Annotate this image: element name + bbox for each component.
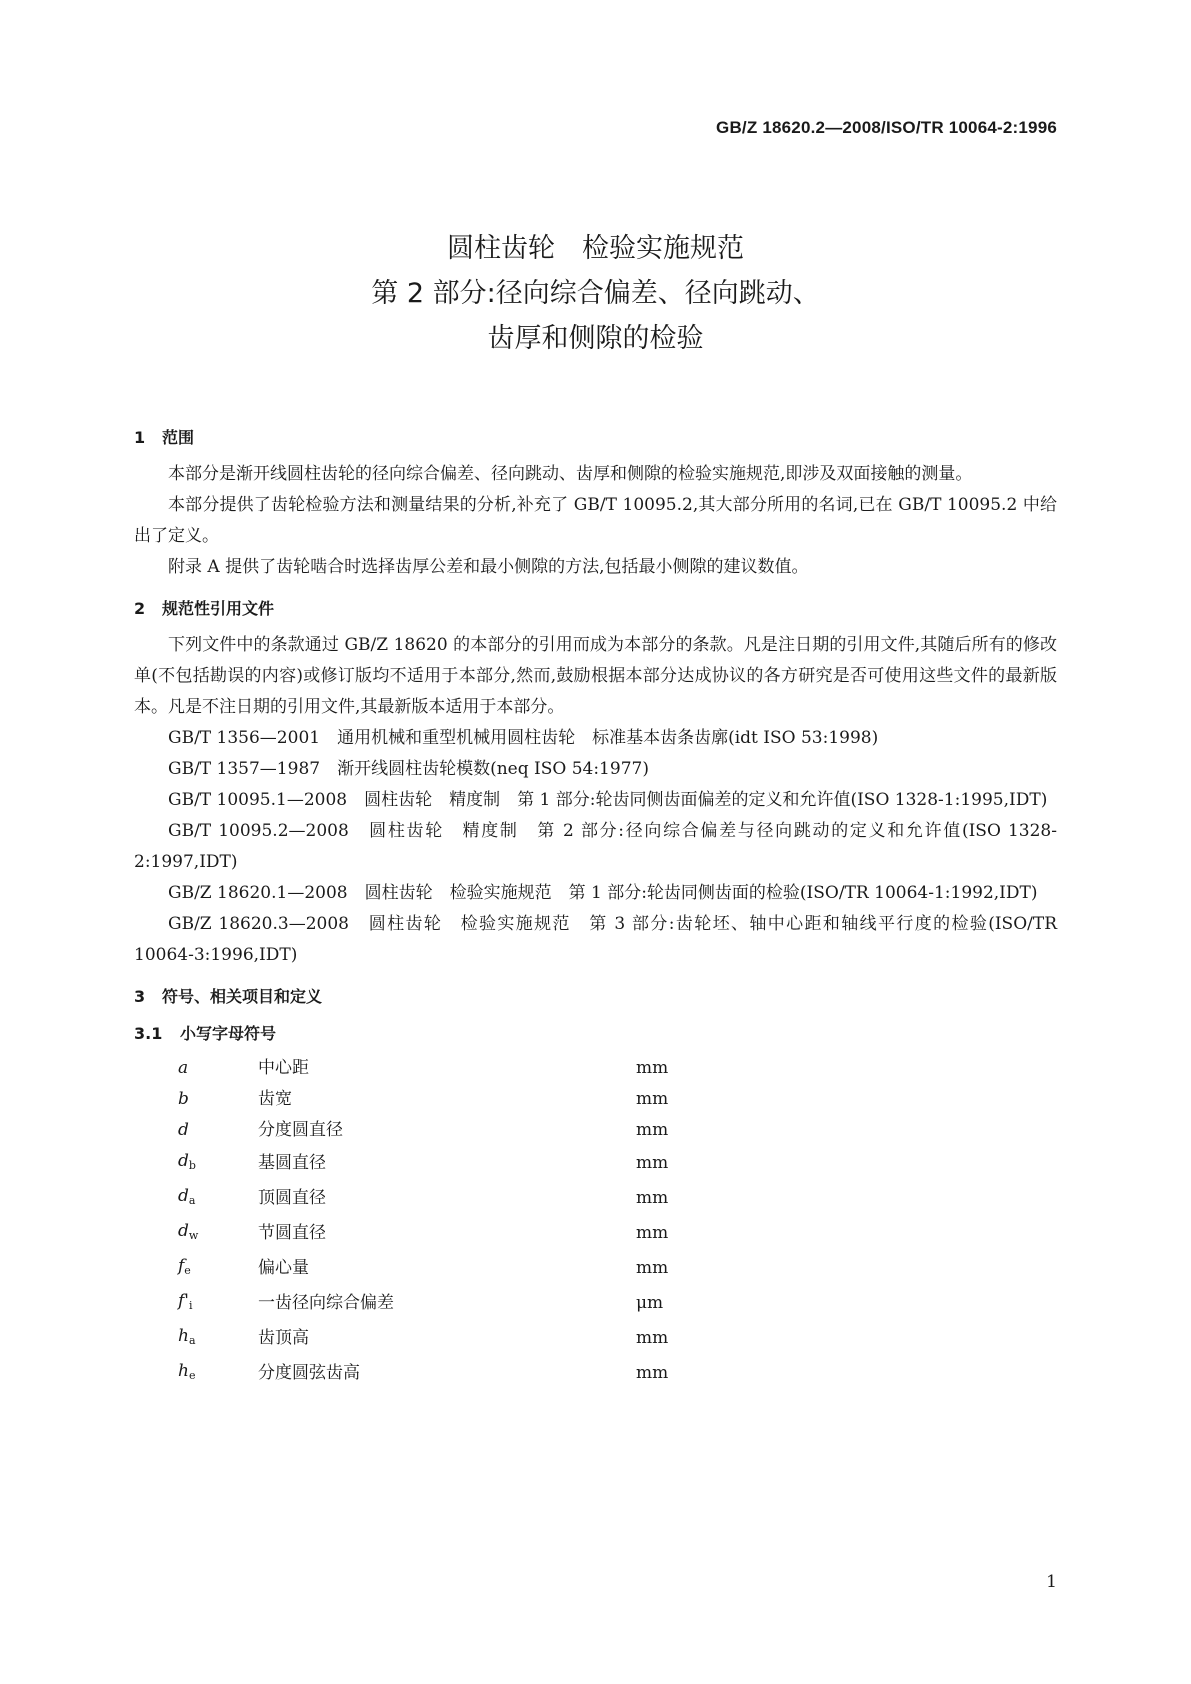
paragraph: 本部分是渐开线圆柱齿轮的径向综合偏差、径向跳动、齿厚和侧隙的检验实施规范,即涉及双面接触的测量。 bbox=[168, 464, 973, 484]
symbol-base: h bbox=[178, 1326, 189, 1346]
symbol bbox=[134, 1286, 258, 1321]
document-title bbox=[0, 226, 1191, 361]
symbol bbox=[134, 1181, 258, 1216]
symbol-unit: mm bbox=[636, 1153, 669, 1173]
subsection-title: 小写字母符号 bbox=[180, 1024, 277, 1043]
paragraph: 本部分提供了齿轮检验方法和测量结果的分析,补充了 GB/T 10095.2,其大部分所用的名词,已在 GB/T 10095.2 中给出了定义。 bbox=[134, 495, 1057, 546]
subsection-number: 3.1 bbox=[134, 1024, 163, 1043]
section-symbols bbox=[134, 981, 1057, 1391]
title-line-3: 齿厚和侧隙的检验 bbox=[487, 323, 704, 354]
reference-list bbox=[134, 723, 1057, 971]
symbol-description: 节圆直径 bbox=[258, 1223, 326, 1243]
symbol-subscript: e bbox=[184, 1264, 191, 1277]
symbol-subscript: i bbox=[188, 1299, 193, 1312]
reference-item: GB/T 1356—2001 通用机械和重型机械用圆柱齿轮 标准基本齿条齿廓(idt ISO 53:1998) bbox=[168, 728, 879, 748]
symbol-row bbox=[134, 1321, 756, 1356]
symbols-table bbox=[134, 1053, 756, 1391]
symbol-subscript: a bbox=[188, 1334, 196, 1347]
symbol-base: f bbox=[178, 1256, 185, 1276]
symbol-description: 一齿径向综合偏差 bbox=[258, 1293, 394, 1313]
reference-item: GB/T 10095.1—2008 圆柱齿轮 精度制 第 1 部分:轮齿同侧齿面偏差的定义和允许值(ISO 1328-1:1995,IDT) bbox=[168, 790, 1048, 810]
symbol-subscript: a bbox=[188, 1194, 196, 1207]
symbol-unit: mm bbox=[636, 1188, 669, 1208]
section-heading bbox=[134, 593, 1057, 624]
paragraph: 附录 A 提供了齿轮啮合时选择齿厚公差和最小侧隙的方法,包括最小侧隙的建议数值。 bbox=[168, 557, 809, 577]
symbol-subscript: w bbox=[188, 1229, 199, 1242]
symbol-row bbox=[134, 1084, 756, 1115]
section-heading bbox=[134, 981, 1057, 1012]
symbol-description: 基圆直径 bbox=[258, 1153, 326, 1173]
symbol-row bbox=[134, 1356, 756, 1391]
symbol bbox=[134, 1053, 258, 1084]
symbol-unit: mm bbox=[636, 1120, 669, 1140]
section-scope bbox=[134, 422, 1057, 583]
title-line-2: 第 2 部分:径向综合偏差、径向跳动、 bbox=[371, 278, 820, 309]
symbol-unit: mm bbox=[636, 1363, 669, 1383]
symbol bbox=[134, 1251, 258, 1286]
symbol-base: a bbox=[178, 1058, 189, 1078]
symbol-description: 偏心量 bbox=[258, 1258, 309, 1278]
section-number: 2 bbox=[134, 599, 146, 618]
section-title: 规范性引用文件 bbox=[162, 599, 275, 618]
symbol-base: d bbox=[178, 1151, 189, 1171]
section-heading bbox=[134, 422, 1057, 453]
symbol bbox=[134, 1356, 258, 1391]
symbol-unit: mm bbox=[636, 1258, 669, 1278]
symbol bbox=[134, 1321, 258, 1356]
reference-item: GB/Z 18620.1—2008 圆柱齿轮 检验实施规范 第 1 部分:轮齿同侧齿面的检验(ISO/TR 10064-1:1992,IDT) bbox=[168, 883, 1038, 903]
section-title: 符号、相关项目和定义 bbox=[162, 987, 323, 1006]
symbol-description: 中心距 bbox=[258, 1058, 309, 1078]
symbol-base: f' bbox=[178, 1291, 189, 1311]
symbol-description: 分度圆直径 bbox=[258, 1120, 343, 1140]
symbol-row bbox=[134, 1251, 756, 1286]
symbol-unit: mm bbox=[636, 1058, 669, 1078]
symbol-base: d bbox=[178, 1186, 189, 1206]
section-normative-references bbox=[134, 593, 1057, 971]
symbol-unit: mm bbox=[636, 1089, 669, 1109]
reference-item: GB/T 1357—1987 渐开线圆柱齿轮模数(neq ISO 54:1977) bbox=[168, 759, 649, 779]
symbol-row bbox=[134, 1053, 756, 1084]
symbol-subscript: b bbox=[188, 1159, 196, 1172]
symbol-base: h bbox=[178, 1361, 189, 1381]
document-body bbox=[134, 422, 1057, 1391]
symbol-unit: mm bbox=[636, 1223, 669, 1243]
symbol-unit: mm bbox=[636, 1328, 669, 1348]
symbol bbox=[134, 1115, 258, 1146]
symbol bbox=[134, 1146, 258, 1181]
subsection-heading bbox=[134, 1018, 1057, 1049]
symbol bbox=[134, 1084, 258, 1115]
symbol-description: 齿宽 bbox=[258, 1089, 292, 1109]
section-number: 1 bbox=[134, 428, 146, 447]
reference-item: GB/Z 18620.3—2008 圆柱齿轮 检验实施规范 第 3 部分:齿轮坯、轴中心距和轴线平行度的检验(ISO/TR 10064-3:1996,IDT) bbox=[134, 914, 1057, 965]
symbol-row bbox=[134, 1115, 756, 1146]
symbol-unit: μm bbox=[636, 1293, 664, 1313]
page-number: 1 bbox=[1046, 1572, 1057, 1592]
symbol-row bbox=[134, 1216, 756, 1251]
section-title: 范围 bbox=[162, 428, 195, 447]
symbol bbox=[134, 1216, 258, 1251]
paragraph: 下列文件中的条款通过 GB/Z 18620 的本部分的引用而成为本部分的条款。凡是注日期的引用文件,其随后所有的修改单(不包括勘误的内容)或修订版均不适用于本部分,然而,鼓励根据本部分达成协议的各方研究是否可使用这些文件的最新版本。凡是不注日期的引用文件,其最新版本适用于本部分。 bbox=[134, 635, 1057, 717]
symbol-description: 分度圆弦齿高 bbox=[258, 1363, 360, 1383]
symbol-row bbox=[134, 1181, 756, 1216]
symbol-base: b bbox=[178, 1089, 189, 1109]
title-line-1: 圆柱齿轮 检验实施规范 bbox=[447, 233, 744, 264]
symbol-base: d bbox=[178, 1120, 189, 1140]
section-number: 3 bbox=[134, 987, 146, 1006]
symbol-row bbox=[134, 1146, 756, 1181]
standard-code: GB/Z 18620.2—2008/ISO/TR 10064-2:1996 bbox=[716, 118, 1057, 137]
symbol-description: 齿顶高 bbox=[258, 1328, 309, 1348]
symbol-description: 顶圆直径 bbox=[258, 1188, 326, 1208]
symbol-row bbox=[134, 1286, 756, 1321]
reference-item: GB/T 10095.2—2008 圆柱齿轮 精度制 第 2 部分:径向综合偏差与径向跳动的定义和允许值(ISO 1328-2:1997,IDT) bbox=[134, 821, 1057, 872]
symbol-base: d bbox=[178, 1221, 189, 1241]
symbol-subscript: e bbox=[188, 1369, 196, 1382]
